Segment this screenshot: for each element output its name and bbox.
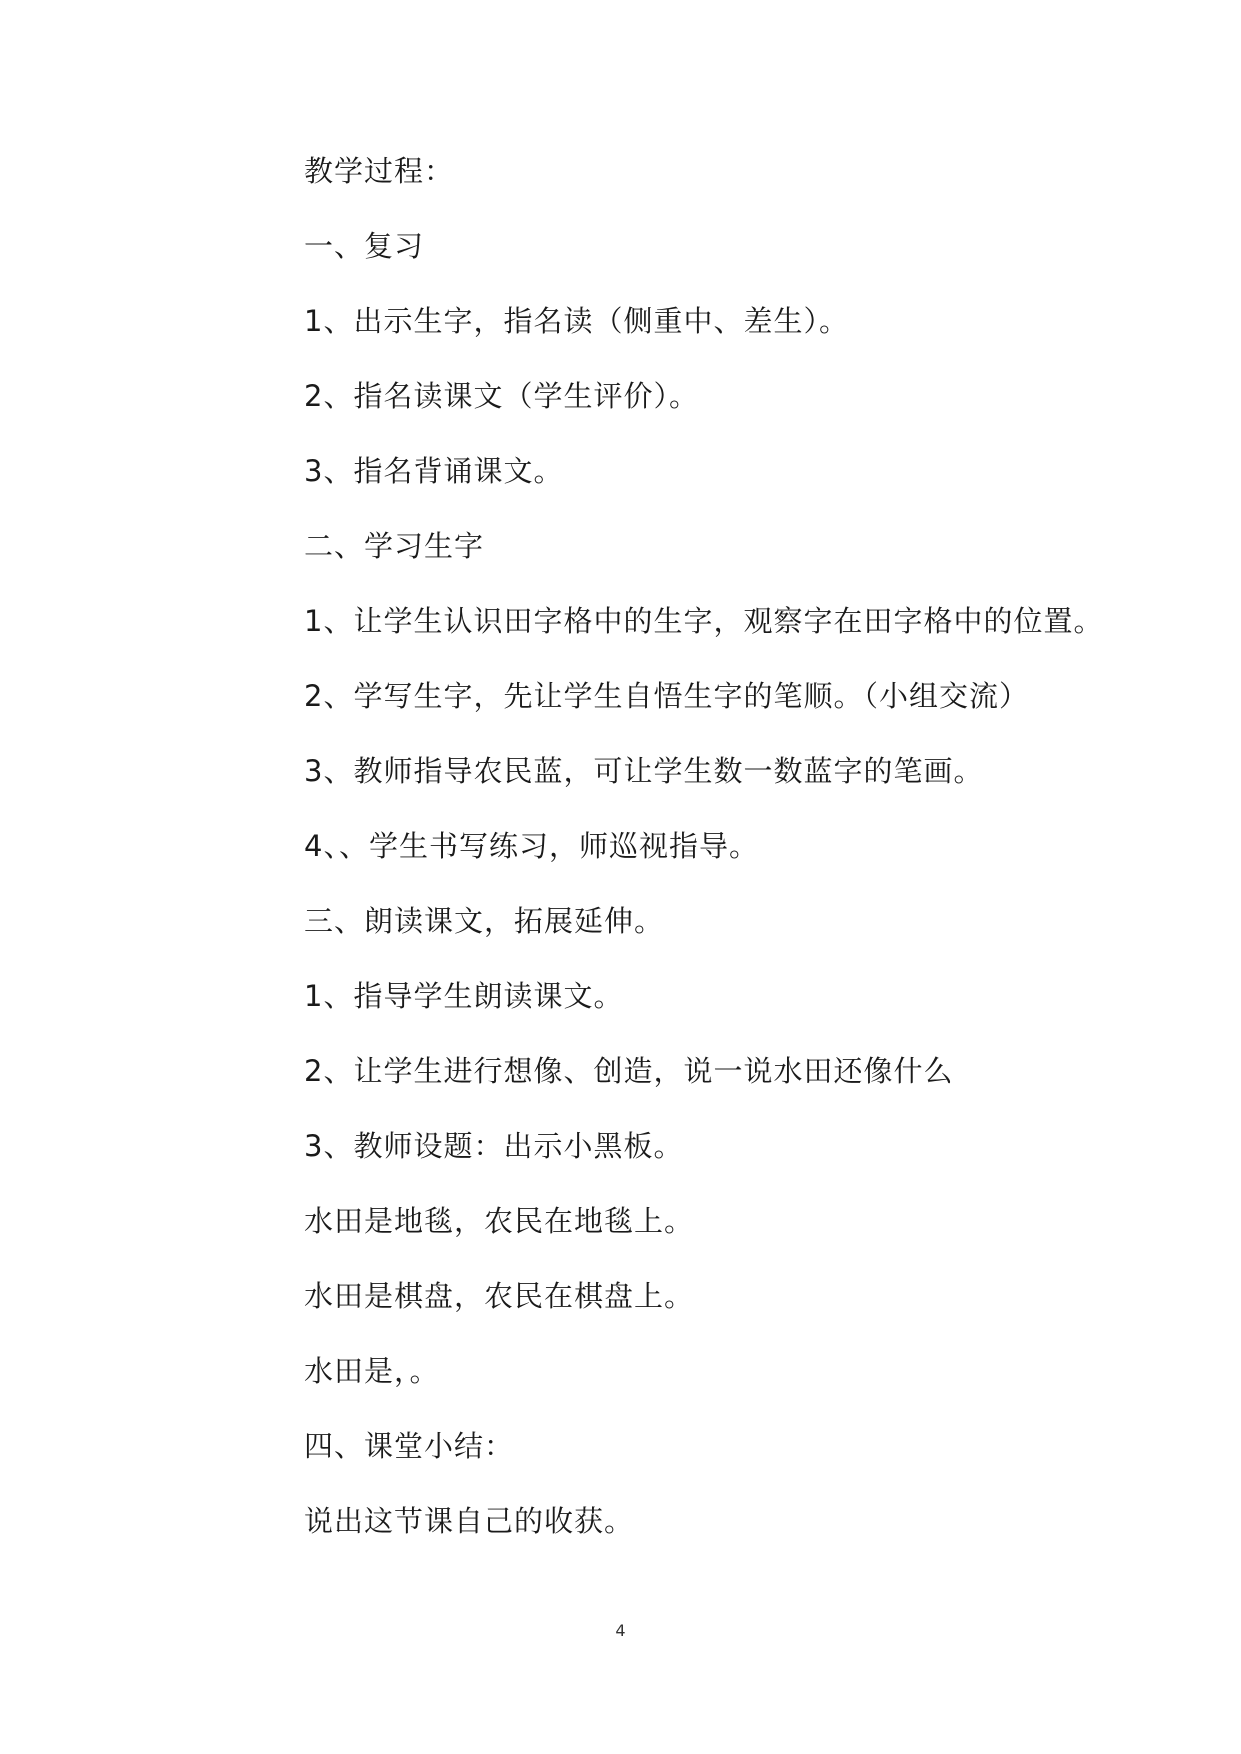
example-sentence-2: 水田是棋盘，农民在棋盘上。: [304, 1279, 695, 1313]
reading-step-2: 2、让学生进行想像、创造，说一说水田还像什么: [304, 1054, 954, 1088]
learn-step-4: 4、、学生书写练习，师巡视指导。: [304, 829, 759, 863]
page-number: 4: [615, 1621, 626, 1640]
section-heading-review: 一、复习: [304, 229, 425, 263]
reading-step-1: 1、指导学生朗读课文。: [304, 979, 624, 1013]
section-heading-summary: 四、课堂小结：: [304, 1429, 515, 1463]
section-heading-teaching-process: 教学过程：: [304, 154, 455, 188]
reading-step-3: 3、教师设题：出示小黑板。: [304, 1129, 684, 1163]
learn-step-1: 1、让学生认识田字格中的生字，观察字在田字格中的位置。: [304, 604, 1104, 638]
example-sentence-3: 水田是，。: [304, 1354, 440, 1388]
summary-text: 说出这节课自己的收获。: [304, 1504, 635, 1538]
review-step-2: 2、指名读课文（学生评价）。: [304, 379, 699, 413]
section-heading-learn-characters: 二、学习生字: [304, 529, 485, 563]
learn-step-3: 3、教师指导农民蓝，可让学生数一数蓝字的笔画。: [304, 754, 984, 788]
document-body: [304, 145, 1184, 1570]
learn-step-2: 2、学写生字，先让学生自悟生字的笔顺。（小组交流）: [304, 679, 1029, 713]
review-step-1: 1、出示生字，指名读（侧重中、差生）。: [304, 304, 849, 338]
section-heading-reading: 三、朗读课文，拓展延伸。: [304, 904, 665, 938]
example-sentence-1: 水田是地毯，农民在地毯上。: [304, 1204, 695, 1238]
review-step-3: 3、指名背诵课文。: [304, 454, 564, 488]
